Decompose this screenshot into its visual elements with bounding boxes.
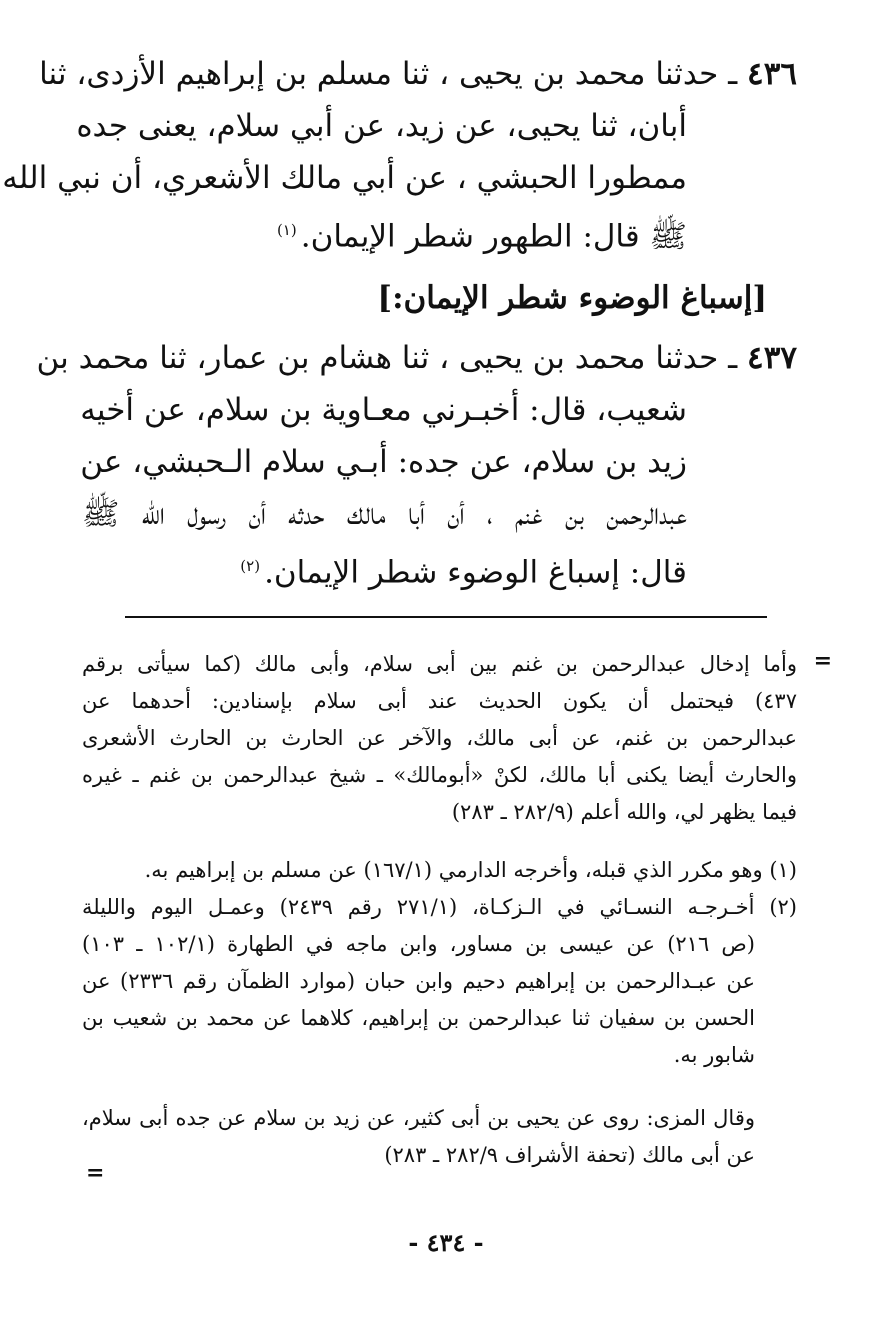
hadith-line: زيد بن سلام، عن جده: أبـي سلام الـحبشي، عن: [80, 444, 687, 480]
section-heading: [إسباغ الوضوء شطر الإيمان:]: [377, 280, 767, 316]
footnote-reference: (٢): [240, 557, 261, 575]
footnote-line: والحارث أيضا يكنى أبا مالك، لكنْ «أبومالك» ـ شيخ عبدالرحمن بن غنم ـ غيره: [82, 763, 797, 787]
footnote-1: [82, 852, 797, 889]
hadith-437: [36, 332, 797, 598]
hadith-line: ٤٣٦ ـ حدثنا محمد بن يحيى ، ثنا مسلم بن إبراهيم الأزدى، ثنا: [39, 56, 797, 92]
footnote-line: عن أبى مالك (تحفة الأشراف ٢٨٢/٩ ـ ٢٨٣): [384, 1143, 755, 1167]
hadith-436: [2, 48, 797, 262]
footnote-line: الحسن بن سفيان ثنا عبدالرحمن بن إبراهيم، كلاهما عن محمد بن شعيب بن: [82, 1006, 755, 1030]
hadith-number: ٤٣٧: [747, 340, 797, 376]
hadith-number: ٤٣٦: [747, 56, 797, 92]
footnote-line: شابور به.: [673, 1043, 755, 1067]
hadith-line: قال: إسباغ الوضوء شطر الإيمان.$^{(٢)}$: [240, 554, 687, 591]
footnote-separator: [125, 616, 767, 618]
footnote-line: (ص ٢١٦) عن عيسى بن مساور، وابن ماجه في الطهارة (١٠٢/١ ـ ١٠٣): [82, 932, 755, 956]
footnote-line: (٢) أخـرجـه النسـائي في الـزكـاة، (٢٧١/١ رقم ٢٤٣٩) وعمـل اليوم والليلة: [82, 895, 797, 919]
footnote-continuation: [82, 646, 797, 831]
footnote-line: وأما إدخال عبدالرحمن بن غنم بين أبى سلام، وأبى مالك (كما سيأتى برقم: [82, 652, 797, 676]
hadith-line: ٤٣٧ ـ حدثنا محمد بن يحيى ، ثنا هشام بن عمار، ثنا محمد بن: [36, 340, 797, 376]
continuation-mark-end: =: [86, 1160, 105, 1186]
hadith-line: عبدالرحمن بن غنم ، أن أبا مالك حدثه أن رسول الله ﷺ: [82, 496, 687, 532]
footnote-line: عن عبـدالرحمن بن إبراهيم دحيم وابن حبان (موارد الظمآن رقم ٢٣٣٦) عن: [82, 969, 755, 993]
footnote-line: عبدالرحمن بن غنم، عن أبى مالك، والآخر عن الحارث بن الحارث الأشعرى: [82, 726, 797, 750]
footnote-2: [82, 889, 797, 1074]
hadith-line: أبان، ثنا يحيى، عن زيد، عن أبي سلام، يعنى جده: [76, 108, 687, 144]
footnote-mizzi: [82, 1100, 797, 1174]
footnote-line: وقال المزى: روى عن يحيى بن أبى كثير، عن زيد بن سلام عن جده أبى سلام،: [82, 1106, 755, 1130]
continuation-mark: =: [813, 648, 832, 674]
hadith-line: ممطورا الحبشي ، عن أبي مالك الأشعري، أن نبي الله: [2, 160, 687, 196]
footnote-marker: (١): [769, 858, 797, 882]
page-number: - ٤٣٤ -: [408, 1228, 484, 1257]
footnote-reference: (١): [276, 221, 297, 239]
hadith-line: ﷺ قال: الطهور شطر الإيمان.$^{(١)}$: [276, 218, 687, 255]
footnote-line: (١) وهو مكرر الذي قبله، وأخرجه الدارمي (١٦٧/١) عن مسلم بن إبراهيم به.: [144, 858, 797, 882]
footnote-marker: (٢): [769, 895, 797, 919]
footnote-line: فيما يظهر لي، والله أعلم (٢٨٢/٩ ـ ٢٨٣): [451, 800, 797, 824]
hadith-line: شعيب، قال: أخبـرني معـاوية بن سلام، عن أخيه: [80, 392, 687, 428]
footnote-line: ٤٣٧) فيحتمل أن يكون الحديث عند أبى سلام بإسنادين: أحدهما عن: [82, 689, 797, 713]
